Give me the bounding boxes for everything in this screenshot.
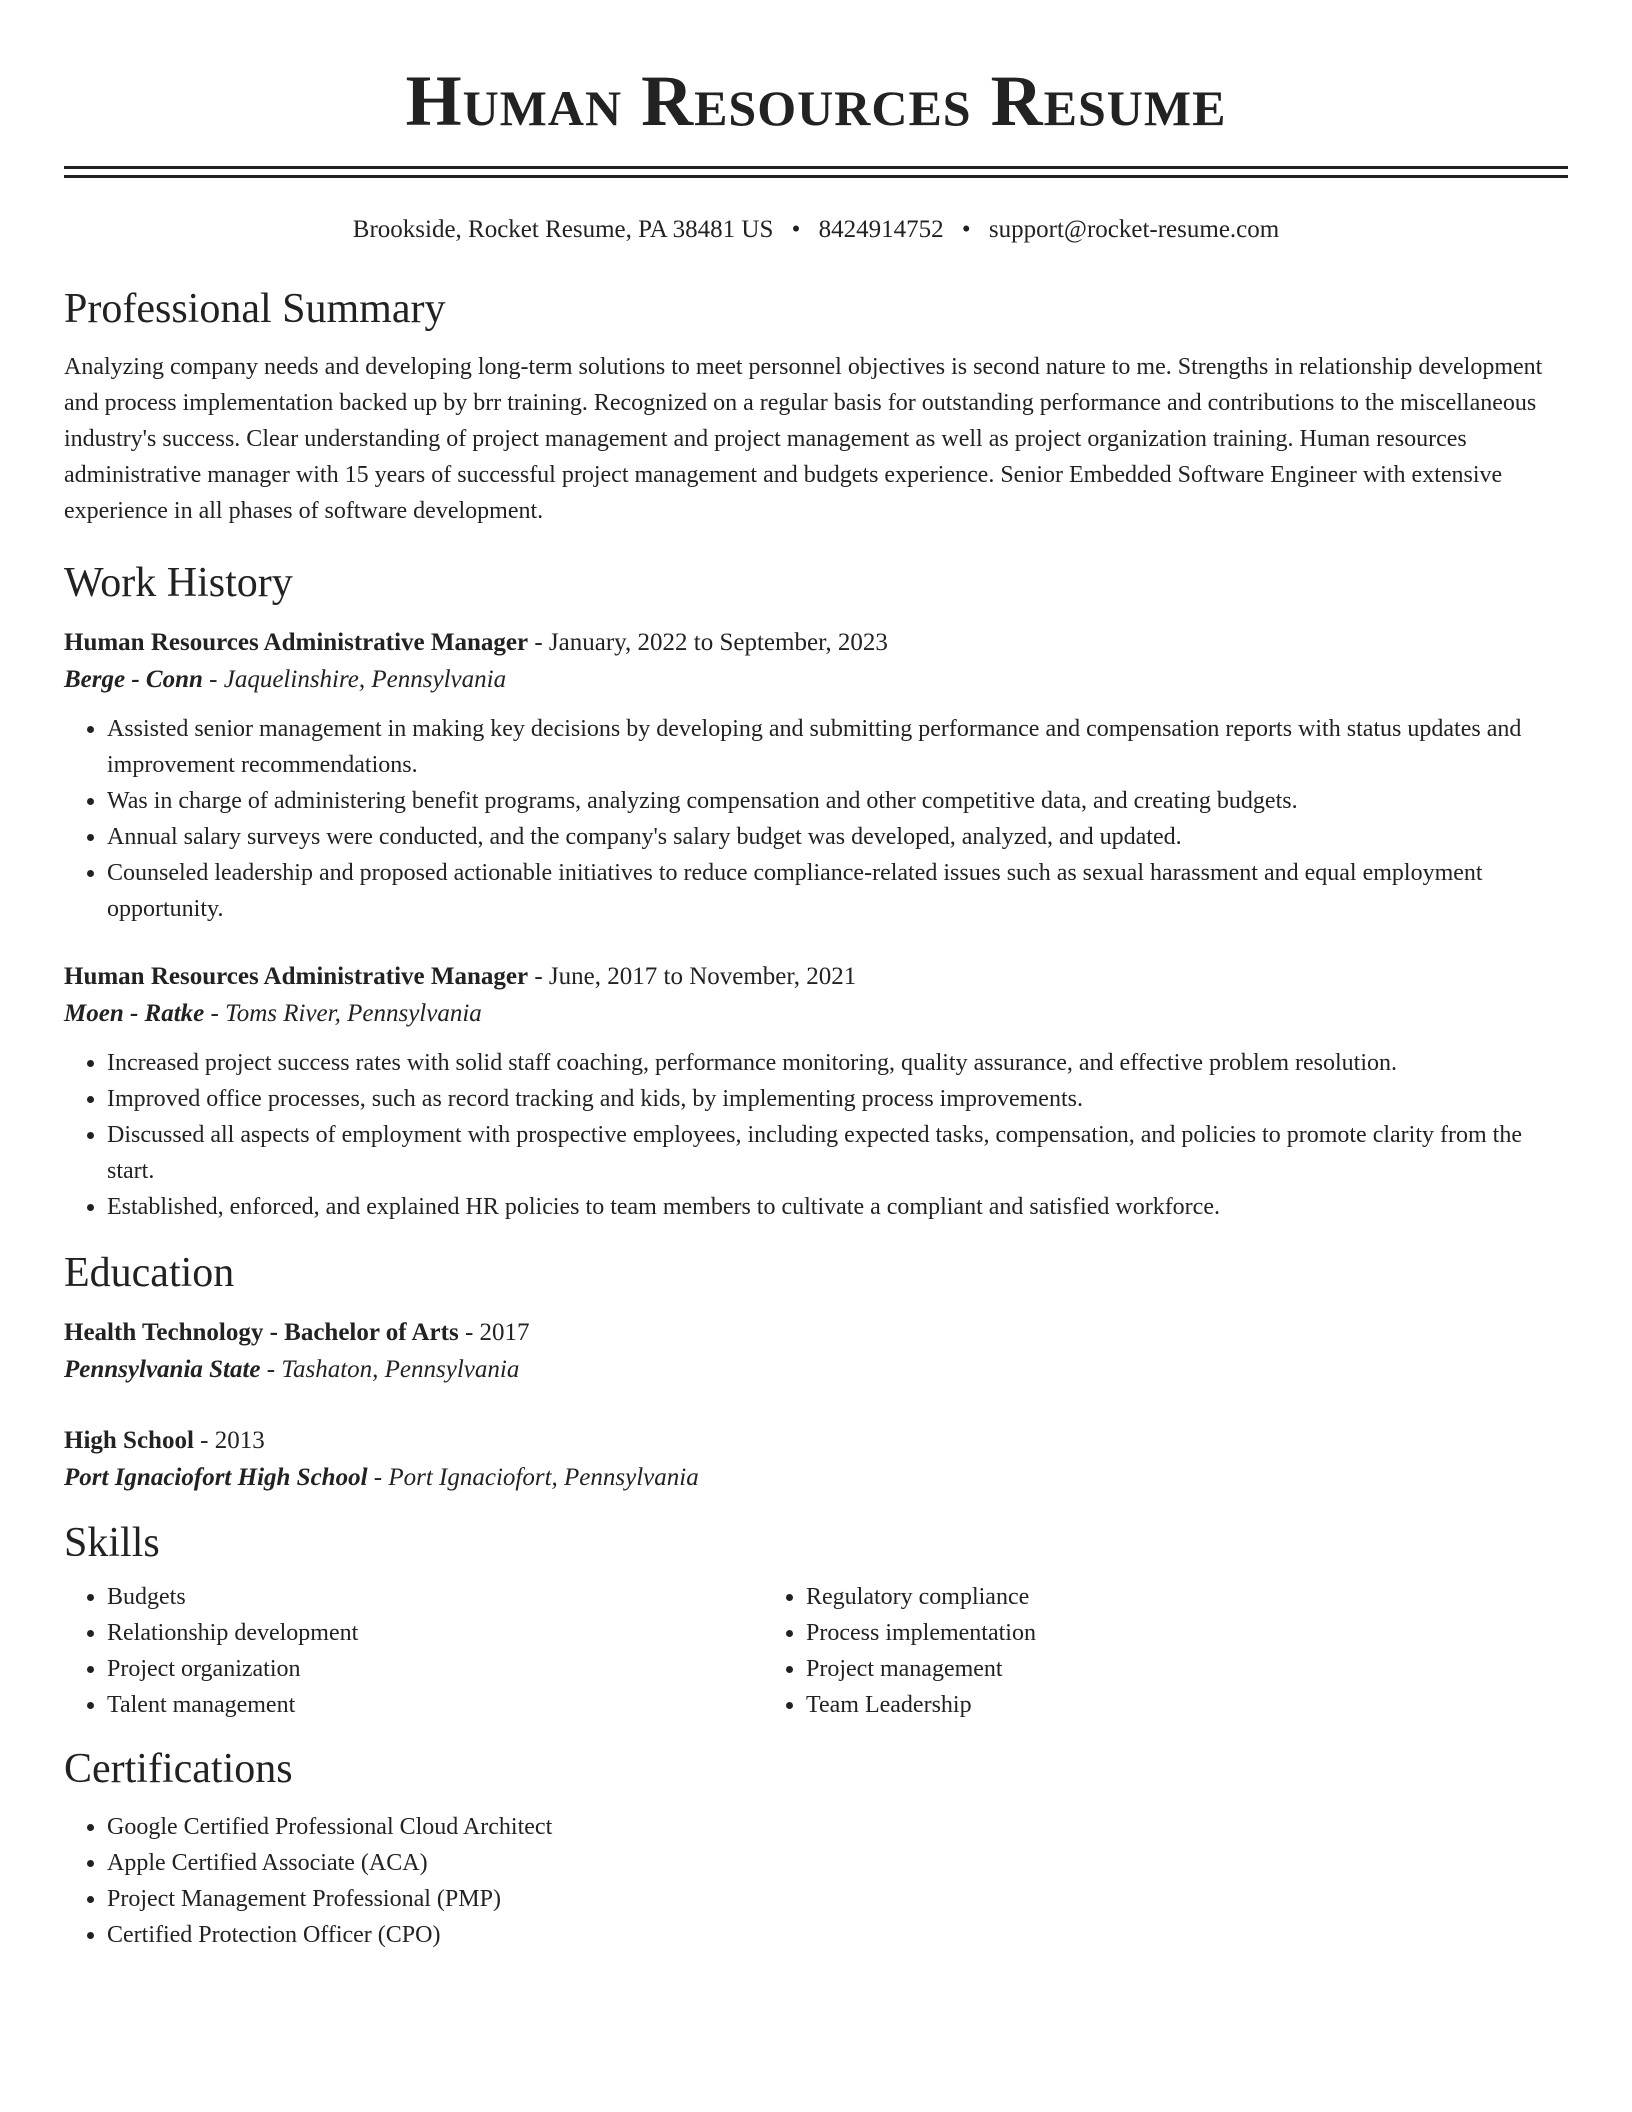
graduation-year: - 2013 [193,1427,265,1454]
list-item: • Certified Protection Officer (CPO) [107,1917,1568,1953]
school-location: - Port Ignaciofort, Pennsylvania [367,1464,699,1491]
degree-name: High School [64,1427,194,1454]
list-item: • Assisted senior management in making key decisions by developing and submitting performance and compensation reports with status updates and improvement recommendations. [107,711,1568,783]
job-role: Human Resources Administrative Manager [64,629,529,656]
skills-list-left [64,1579,763,1723]
school-line [64,1351,1568,1389]
job-location: - Toms River, Pennsylvania [204,1000,482,1027]
school-name: Pennsylvania State [64,1356,261,1383]
list-item: • Increased project success rates with solid staff coaching, performance monitoring, quality assurance, and effective problem resolution. [107,1045,1568,1081]
list-item: • Project Management Professional (PMP) [107,1881,1568,1917]
job-employer: Berge - Conn [64,666,203,693]
graduation-year: - 2017 [458,1319,530,1346]
job-dates: - January, 2022 to September, 2023 [528,629,888,656]
list-item: • Google Certified Professional Cloud Architect [107,1809,1568,1845]
job-duties-list [64,711,1568,927]
list-item: • Annual salary surveys were conducted, and the company's salary budget was developed, analyzed, and updated. [107,819,1568,855]
resume-title: Human Resources Resume [405,61,1227,141]
education-entry [64,1423,1568,1497]
list-item: • Apple Certified Associate (ACA) [107,1845,1568,1881]
certifications-heading: Certifications [64,1746,293,1792]
degree-line [64,1423,1568,1459]
list-item: • Project management [806,1651,1462,1687]
job-entry [64,625,1568,927]
list-item: • Discussed all aspects of employment with prospective employees, including expected tasks, compensation, and policies to promote clarity from the start. [107,1117,1568,1189]
job-dates: - June, 2017 to November, 2021 [528,963,857,990]
education-entry [64,1315,1568,1389]
list-item: • Improved office processes, such as record tracking and kids, by implementing process improvements. [107,1081,1568,1117]
job-employer: Moen - Ratke [64,1000,205,1027]
summary-heading: Professional Summary [64,286,446,332]
contact-email: support@rocket-resume.com [988,216,1280,243]
job-employer-line [64,995,1568,1033]
degree-name: Health Technology - Bachelor of Arts [64,1319,459,1346]
list-item: • Process implementation [806,1615,1462,1651]
list-item: • Budgets [107,1579,763,1615]
list-item: • Regulatory compliance [806,1579,1462,1615]
bullet-separator: • [961,216,971,243]
skills-grid [64,1579,1568,1723]
contact-line [64,214,1568,246]
list-item: • Project organization [107,1651,763,1687]
job-location: - Jaquelinshire, Pennsylvania [202,666,507,693]
certifications-list [64,1809,1568,1953]
title-rule-top [64,166,1568,169]
job-title-line [64,625,1568,661]
skills-list-right [763,1579,1462,1723]
education-heading: Education [64,1250,235,1296]
contact-phone: 8424914752 [818,216,944,243]
contact-address: Brookside, Rocket Resume, PA 38481 US [352,216,774,243]
job-role: Human Resources Administrative Manager [64,963,529,990]
list-item: • Relationship development [107,1615,763,1651]
job-employer-line [64,661,1568,699]
job-duties-list [64,1045,1568,1225]
skills-heading: Skills [64,1520,160,1566]
job-title-line [64,959,1568,995]
summary-text: Analyzing company needs and developing long-term solutions to meet personnel objectives is second nature to me. Strengths in relationship development and process implementation backed up by brr training. Recognized on a regular basis for outstanding performance and contributions to the miscellaneous industry's success. Clear understanding of project management and project management as well as project organization training. Human resources administrative manager with 15 years of successful project management and budgets experience. Senior Embedded Software Engineer with extensive experience in all phases of software development. [64,354,1543,524]
list-item: • Established, enforced, and explained HR policies to team members to cultivate a compliant and satisfied workforce. [107,1189,1568,1225]
list-item: • Team Leadership [806,1687,1462,1723]
list-item: • Talent management [107,1687,763,1723]
school-location: - Tashaton, Pennsylvania [260,1356,520,1383]
list-item: • Counseled leadership and proposed actionable initiatives to reduce compliance-related issues such as sexual harassment and equal employment opportunity. [107,855,1568,927]
work-history-heading: Work History [64,560,293,606]
job-entry [64,959,1568,1225]
school-line [64,1459,1568,1497]
degree-line [64,1315,1568,1351]
bullet-separator: • [791,216,801,243]
school-name: Port Ignaciofort High School [64,1464,368,1491]
list-item: • Was in charge of administering benefit programs, analyzing compensation and other competitive data, and creating budgets. [107,783,1568,819]
title-rule-bottom [64,175,1568,178]
